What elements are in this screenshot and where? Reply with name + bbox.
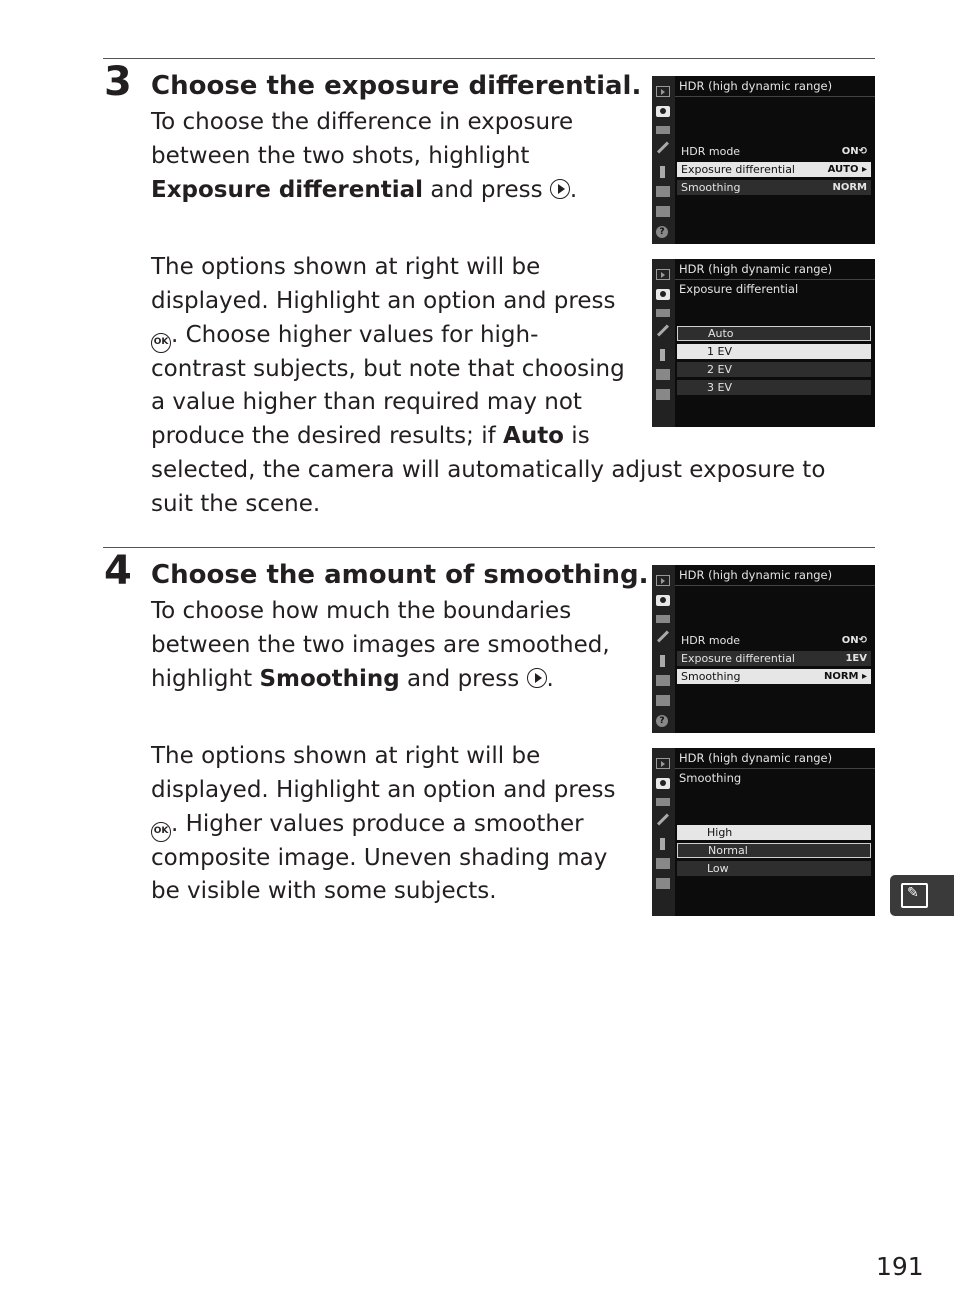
- playback-menu-icon: [656, 269, 670, 280]
- step-4-title: Choose the amount of smoothing.: [151, 560, 649, 590]
- auto-term: Auto: [503, 423, 564, 450]
- movie-menu-icon: [656, 309, 670, 317]
- screen-subtitle: Exposure differential: [679, 282, 799, 296]
- movie-menu-icon: [656, 126, 670, 134]
- shooting-menu-icon: [656, 289, 670, 300]
- menu-row-exposure-differential: Exposure differential 1EV: [677, 651, 871, 666]
- my-menu-icon: [656, 206, 670, 217]
- custom-settings-icon: [657, 324, 669, 336]
- menu-row-hdr-mode: HDR mode ON⟲: [681, 634, 867, 647]
- option-auto: Auto: [677, 326, 871, 341]
- ok-button-icon: OK: [151, 822, 171, 842]
- screen-header: HDR (high dynamic range): [679, 568, 833, 582]
- retouch-menu-icon: [656, 858, 670, 869]
- setup-menu-icon: [660, 349, 665, 361]
- menu-row-smoothing: Smoothing NORM ▸: [677, 669, 871, 684]
- custom-settings-icon: [657, 630, 669, 642]
- my-menu-icon: [656, 878, 670, 889]
- camera-screen-hdr-menu-2: [652, 565, 875, 733]
- option-low: Low: [677, 861, 871, 876]
- multi-selector-right-icon: [550, 179, 570, 199]
- section-divider-3: [103, 58, 875, 59]
- shooting-menu-icon: [656, 595, 670, 606]
- menu-tab-bar: [652, 565, 675, 733]
- playback-menu-icon: [656, 86, 670, 97]
- movie-menu-icon: [656, 615, 670, 623]
- step-3-title: Choose the exposure differential.: [151, 71, 642, 101]
- option-3-ev: 3 EV: [677, 380, 871, 395]
- menu-tab-bar: [652, 259, 675, 427]
- option-high: High: [677, 825, 871, 840]
- menu-row-hdr-mode: HDR mode ON⟲: [681, 145, 867, 158]
- camera-screen-smoothing: [652, 748, 875, 916]
- playback-menu-icon: [656, 575, 670, 586]
- screen-subtitle: Smoothing: [679, 771, 742, 785]
- exposure-differential-term: Exposure differential: [151, 176, 424, 203]
- shooting-menu-icon: [656, 778, 670, 789]
- multi-selector-right-icon: [527, 668, 547, 688]
- custom-settings-icon: [657, 141, 669, 153]
- retouch-section-tab-icon: [890, 875, 954, 916]
- retouch-menu-icon: [656, 675, 670, 686]
- step-number-3: 3: [104, 59, 131, 105]
- menu-row-smoothing: Smoothing NORM: [677, 180, 871, 195]
- page-number: 191: [876, 1252, 924, 1281]
- my-menu-icon: [656, 389, 670, 400]
- playback-menu-icon: [656, 758, 670, 769]
- camera-screen-hdr-menu-1: [652, 76, 875, 244]
- menu-row-exposure-differential: Exposure differential AUTO ▸: [677, 162, 871, 177]
- setup-menu-icon: [660, 166, 665, 178]
- setup-menu-icon: [660, 655, 665, 667]
- menu-tab-bar: [652, 76, 675, 244]
- camera-screen-exposure-differential: [652, 259, 875, 427]
- step-4-paragraph-1: To choose how much the boundaries between the two images are smoothed, highlight Smoothing and press .: [151, 598, 610, 692]
- ok-button-icon: OK: [151, 333, 171, 353]
- screen-header: HDR (high dynamic range): [679, 79, 833, 93]
- option-1-ev: 1 EV: [677, 344, 871, 359]
- step-3-paragraph-1: To choose the difference in exposure between the two shots, highlight Exposure differential and press .: [151, 109, 578, 203]
- step-number-4: 4: [104, 548, 131, 594]
- setup-menu-icon: [660, 838, 665, 850]
- help-icon: ?: [656, 715, 668, 727]
- my-menu-icon: [656, 695, 670, 706]
- step-4-paragraph-2: The options shown at right will be displayed. Highlight an option and press OK . Higher values produce a smoother composite image. Uneven shading may be visible with some subjects.: [151, 743, 616, 905]
- custom-settings-icon: [657, 813, 669, 825]
- menu-tab-bar: [652, 748, 675, 916]
- step-3-paragraph-2: The options shown at right will be displayed. Highlight an option and press OK . Choose higher values for high-contrast subjects, but note that choosing a value higher than required may not produce the desired results; if Auto is selected, the camera will automatically adjust exposure to suit the scene.: [151, 254, 826, 517]
- retouch-menu-icon: [656, 369, 670, 380]
- help-icon: ?: [656, 226, 668, 238]
- option-normal: Normal: [677, 843, 871, 858]
- section-divider-4: [103, 547, 875, 548]
- retouch-menu-icon: [656, 186, 670, 197]
- smoothing-term: Smoothing: [259, 665, 400, 692]
- option-2-ev: 2 EV: [677, 362, 871, 377]
- screen-header: HDR (high dynamic range): [679, 262, 833, 276]
- screen-header: HDR (high dynamic range): [679, 751, 833, 765]
- shooting-menu-icon: [656, 106, 670, 117]
- movie-menu-icon: [656, 798, 670, 806]
